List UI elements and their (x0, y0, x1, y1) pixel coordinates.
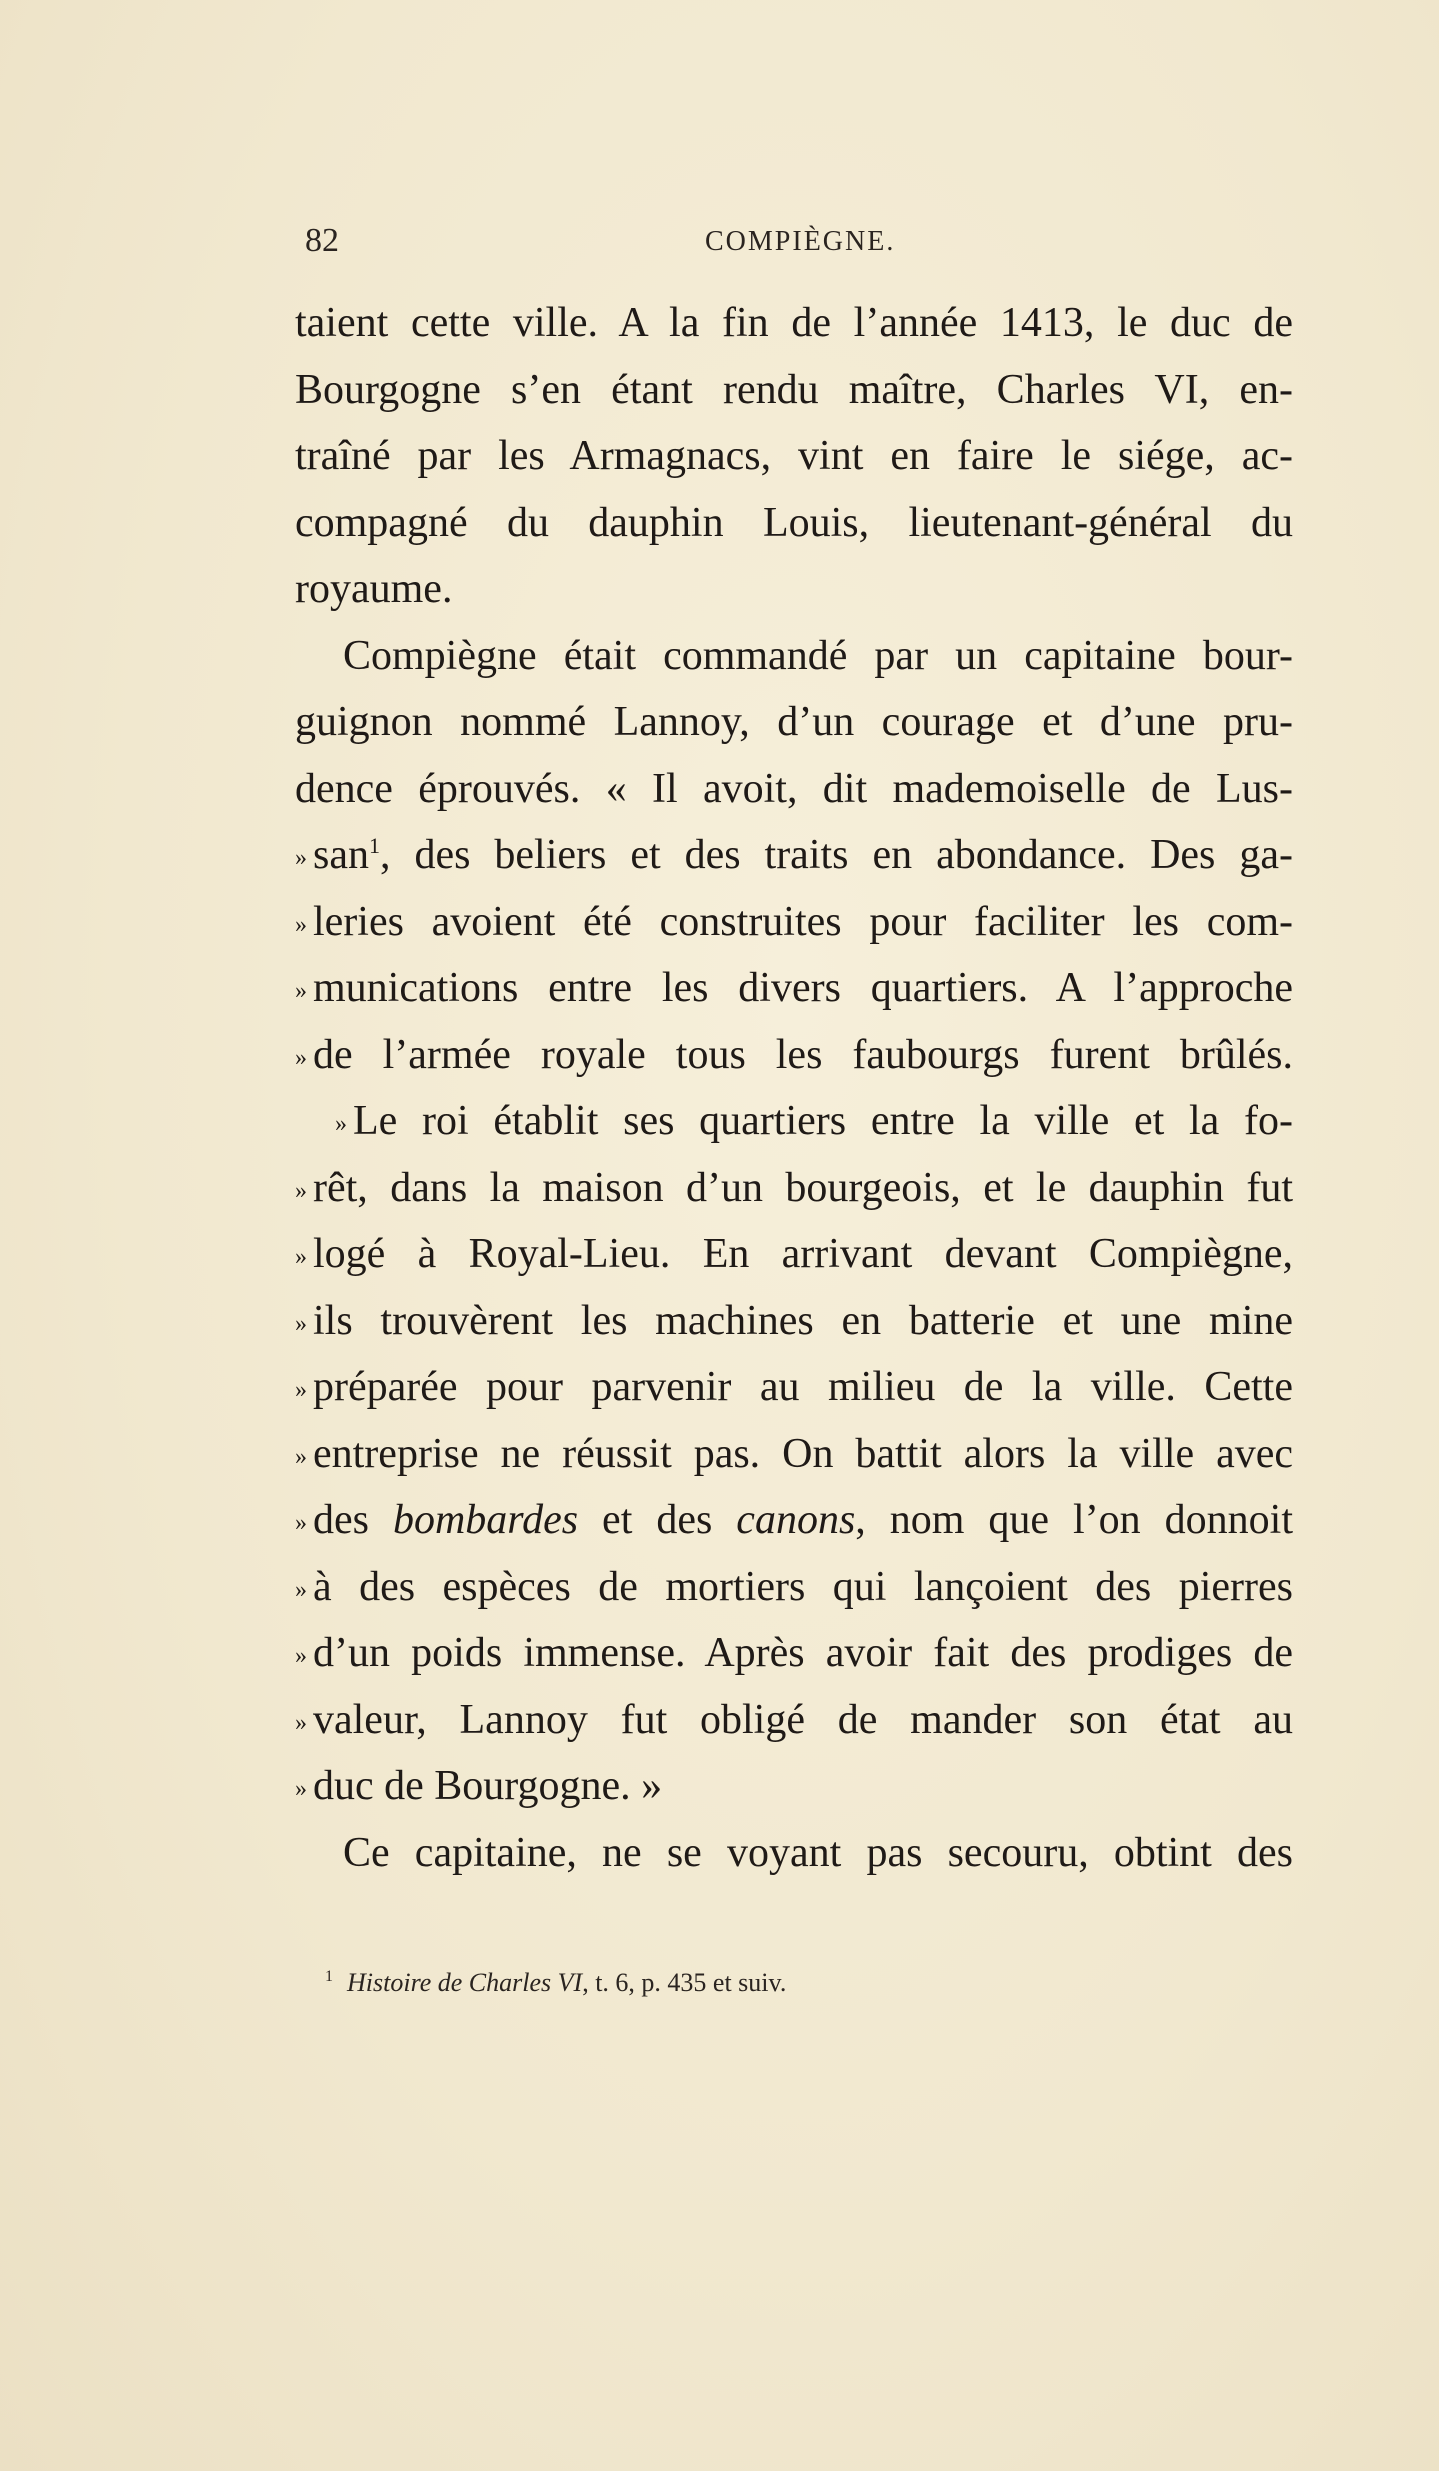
quote-mark: » (295, 911, 307, 938)
text-line (295, 1554, 1293, 1621)
text-line: compagné du dauphin Louis, lieutenant-général du (295, 499, 1293, 546)
quote-mark: » (295, 1310, 307, 1337)
quote-mark: » (295, 1510, 307, 1537)
text-segment: et des (578, 1497, 737, 1543)
text-line (295, 1221, 1293, 1288)
text-segment: entreprise ne réussit pas. On battit alors la ville avec (313, 1430, 1293, 1477)
quote-mark: » (295, 1709, 307, 1736)
text-line (295, 1155, 1293, 1222)
quote-mark: » (295, 1377, 307, 1404)
text-line (295, 1022, 1293, 1089)
quote-mark: » (295, 1177, 307, 1204)
footnote-reference: 1 (369, 833, 380, 858)
text-line (295, 889, 1293, 956)
quote-mark: » (295, 845, 307, 872)
text-line (295, 1288, 1293, 1355)
quote-mark: » (295, 978, 307, 1005)
text-segment: de l’armée royale tous les faubourgs furent brûlés. (313, 1031, 1293, 1078)
text-line (295, 1620, 1293, 1687)
footnote-title: Histoire de Charles VI (347, 1968, 583, 1997)
text-segment: ils trouvèrent les machines en batterie et une mine (313, 1297, 1293, 1344)
text-segment: à des espèces de mortiers qui lançoient des pierres (313, 1563, 1293, 1610)
text-line: royaume. (295, 566, 453, 612)
text-segment: rêt, dans la maison d’un bourgeois, et le dauphin fut (313, 1164, 1293, 1211)
text-line (295, 1354, 1293, 1421)
text-segment: , des beliers et des traits en abondance. Des ga- (380, 832, 1293, 878)
text-segment: des (313, 1497, 393, 1543)
text-line: dence éprouvés. « Il avoit, dit mademoiselle de Lus- (295, 765, 1293, 812)
text-segment: logé à Royal-Lieu. En arrivant devant Compiègne, (313, 1231, 1293, 1277)
text-segment: valeur, Lannoy fut obligé de mander son état au (313, 1696, 1293, 1743)
text-line (295, 1088, 1293, 1155)
text-segment: munications entre les divers quartiers. A l’approche (313, 965, 1293, 1011)
italic-term: canons (736, 1497, 856, 1543)
running-title: COMPIÈGNE. (705, 226, 896, 257)
text-line (295, 955, 1293, 1022)
quote-mark: » (335, 1111, 347, 1138)
footnote-text: , t. 6, p. 435 et suiv. (582, 1968, 787, 1997)
text-segment: san (313, 832, 369, 878)
italic-term: bombardes (392, 1497, 579, 1543)
text-segment: leries avoient été construites pour faciliter les com- (313, 898, 1293, 945)
footnote-mark: 1 (325, 1968, 333, 1986)
paragraph-start-line: Ce capitaine, ne se voyant pas secouru, obtint des (343, 1829, 1293, 1876)
text-line: guignon nommé Lannoy, d’un courage et d’une pru- (295, 699, 1293, 745)
text-segment: d’un poids immense. Après avoir fait des prodiges de (313, 1630, 1293, 1676)
text-line (295, 1421, 1293, 1488)
quote-mark: » (295, 1776, 307, 1803)
text-line: taient cette ville. A la fin de l’année 1413, le duc de (295, 300, 1293, 346)
text-line (295, 1487, 1293, 1554)
text-line: traîné par les Armagnacs, vint en faire le siége, ac- (295, 433, 1293, 479)
quote-mark: » (295, 1044, 307, 1071)
quote-mark: » (295, 1443, 307, 1470)
text-line (295, 1753, 1293, 1820)
quote-mark: » (295, 1244, 307, 1271)
footnote (325, 1968, 786, 1998)
text-line (295, 1687, 1293, 1754)
text-segment: Le roi établit ses quartiers entre la ville et la fo- (353, 1098, 1293, 1144)
text-line: Bourgogne s’en étant rendu maître, Charles VI, en- (295, 366, 1293, 413)
paragraph-start-line: Compiègne était commandé par un capitaine bour- (343, 632, 1293, 679)
body-text (295, 290, 1293, 1886)
quote-mark: » (295, 1576, 307, 1603)
text-line (295, 822, 1293, 889)
quote-mark: » (295, 1643, 307, 1670)
text-segment: préparée pour parvenir au milieu de la ville. Cette (313, 1364, 1293, 1410)
text-segment: , nom que l’on donnoit (855, 1497, 1293, 1543)
page-header (305, 222, 1305, 272)
page-number: 82 (305, 222, 339, 259)
text-segment: duc de Bourgogne. » (313, 1763, 663, 1809)
